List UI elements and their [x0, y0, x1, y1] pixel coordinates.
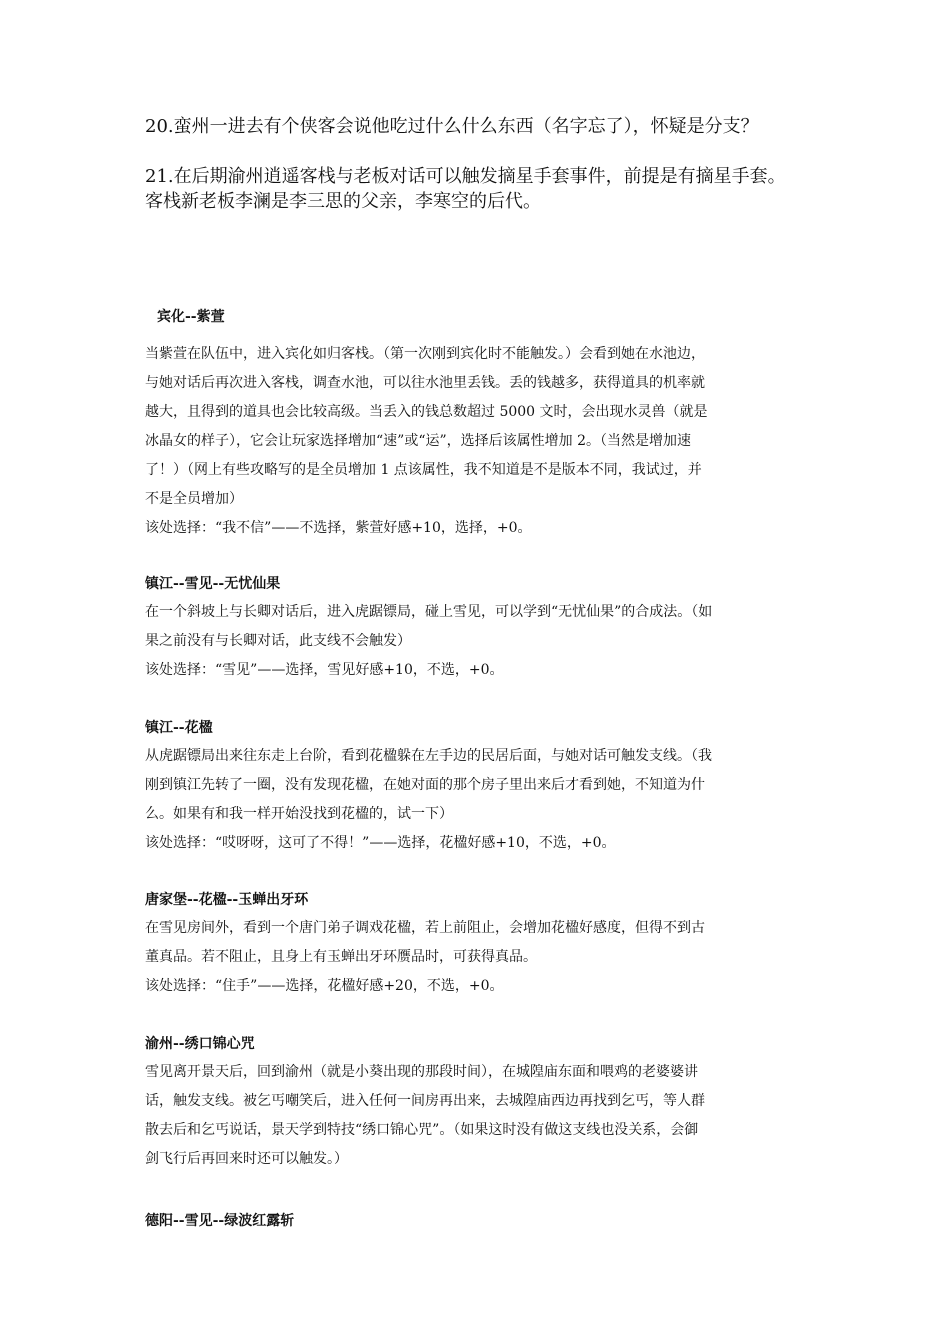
item-21 [145, 164, 815, 214]
section-heading-tangjiabao: 唐家堡--花楹--玉蝉出牙环 [145, 892, 309, 908]
paragraph-line: 了！）（网上有些攻略写的是全员增加 1 点该属性，我不知道是不是版本不同，我试过，并 [145, 462, 702, 478]
paragraph-line: 董真品。若不阻止，且身上有玉蝉出牙环赝品时，可获得真品。 [145, 949, 537, 965]
section-heading-zhenjiang-huaying: 镇江--花楹 [145, 720, 213, 736]
choice-line: 该处选择：“住手”——选择，花楹好感+20，不选，+0。 [145, 978, 504, 994]
paragraph-line: 果之前没有与长卿对话，此支线不会触发） [145, 633, 411, 649]
paragraph-line: 与她对话后再次进入客栈，调查水池，可以往水池里丢钱。丢的钱越多，获得道具的机率就 [145, 375, 705, 391]
item-20 [145, 114, 815, 139]
paragraph-line: 雪见离开景天后，回到渝州（就是小葵出现的那段时间），在城隍庙东面和喂鸡的老婆婆讲 [145, 1064, 698, 1080]
section-heading-binhua: 宾化--紫萱 [157, 309, 225, 325]
paragraph-line: 剑飞行后再回来时还可以触发。） [145, 1151, 348, 1167]
section-heading-zhenjiang-xuejian: 镇江--雪见--无忧仙果 [145, 576, 281, 592]
item-20-line: 20.蛮州一进去有个侠客会说他吃过什么什么东西（名字忘了），怀疑是分支？ [145, 116, 759, 137]
paragraph-line: 话，触发支线。被乞丐嘲笑后，进入任何一间房再出来，去城隍庙西边再找到乞丐，等人群 [145, 1093, 705, 1109]
paragraph-line: 在雪见房间外，看到一个唐门弟子调戏花楹，若上前阻止，会增加花楹好感度，但得不到古 [145, 920, 705, 936]
choice-line: 该处选择：“哎呀呀，这可了不得！”——选择，花楹好感+10，不选，+0。 [145, 835, 616, 851]
section-body-zhenjiang-xuejian [145, 598, 815, 685]
choice-line: 该处选择：“雪见”——选择，雪见好感+10，不选，+0。 [145, 662, 504, 678]
paragraph-line: 刚到镇江先转了一圈，没有发现花楹，在她对面的那个房子里出来后才看到她，不知道为什 [145, 777, 705, 793]
section-heading-deyang: 德阳--雪见--绿波红露斩 [145, 1213, 295, 1229]
section-body-zhenjiang-huaying [145, 742, 815, 858]
paragraph-line: 从虎踞镖局出来往东走上台阶，看到花楹躲在左手边的民居后面，与她对话可触发支线。（我 [145, 748, 712, 764]
section-body-binhua [145, 340, 815, 543]
section-heading-yuzhou: 渝州--绣口锦心咒 [145, 1036, 255, 1052]
paragraph-line: 当紫萱在队伍中，进入宾化如归客栈。（第一次刚到宾化时不能触发。）会看到她在水池边， [145, 346, 705, 362]
paragraph-line: 越大，且得到的道具也会比较高级。当丢入的钱总数超过 5000 文时，会出现水灵兽（就是 [145, 404, 708, 420]
paragraph-line: 冰晶女的样子），它会让玩家选择增加“速”或“运”，选择后该属性增加 2。（当然是增加速 [145, 433, 691, 449]
paragraph-line: 么。如果有和我一样开始没找到花楹的，试一下） [145, 806, 453, 822]
paragraph-line: 不是全员增加） [145, 491, 243, 507]
section-body-yuzhou [145, 1058, 815, 1174]
choice-line: 该处选择：“我不信”——不选择，紫萱好感+10，选择，+0。 [145, 520, 532, 536]
section-body-tangjiabao [145, 914, 815, 1001]
paragraph-line: 散去后和乞丐说话，景天学到特技“绣口锦心咒”。（如果这时没有做这支线也没关系，会御 [145, 1122, 699, 1138]
item-21-line-1: 21.在后期渝州逍遥客栈与老板对话可以触发摘星手套事件，前提是有摘星手套。 [145, 166, 786, 187]
item-21-line-2: 客栈新老板李澜是李三思的父亲，李寒空的后代。 [145, 191, 541, 212]
paragraph-line: 在一个斜坡上与长卿对话后，进入虎踞镖局，碰上雪见，可以学到“无忧仙果”的合成法。（如 [145, 604, 713, 620]
